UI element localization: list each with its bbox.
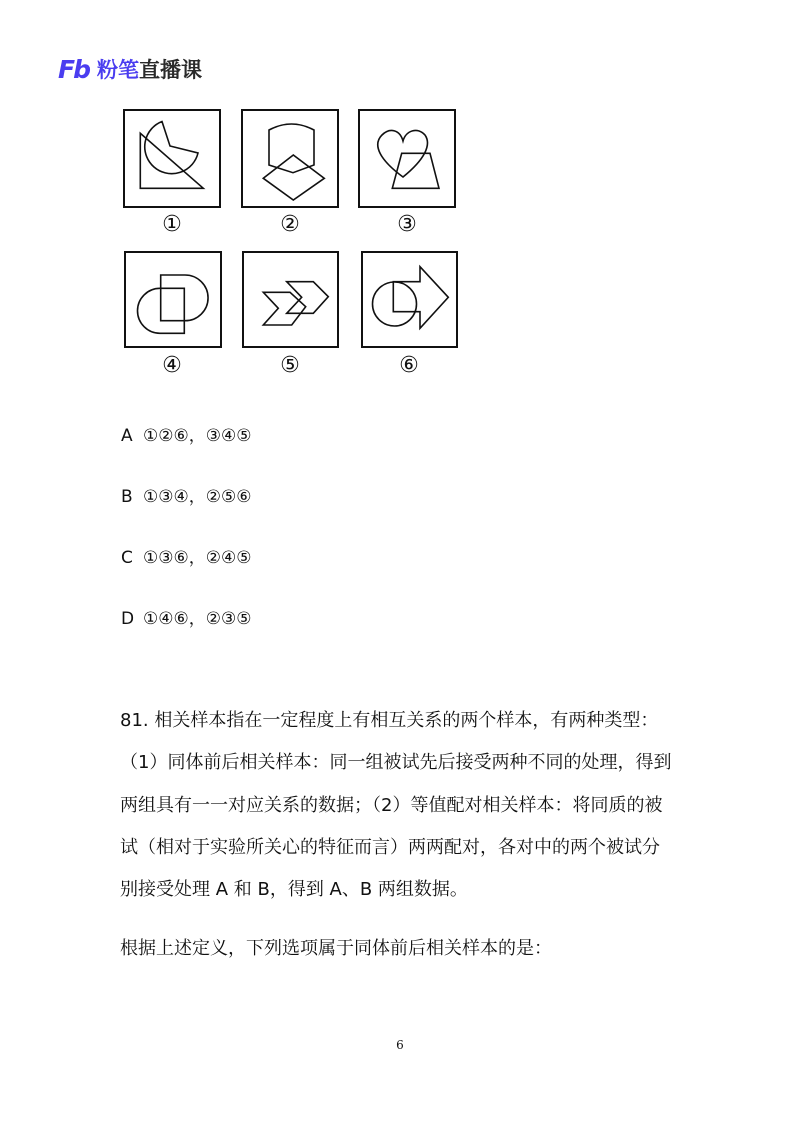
option-text: ①③④，②⑤⑥ — [143, 487, 252, 507]
page-number: 6 — [396, 1038, 404, 1052]
question-line: 别接受处理 A 和 B，得到 A、B 两组数据。 — [120, 879, 468, 900]
figure-1 — [124, 110, 220, 207]
question-line: 试（相对于实验所关心的特征而言）两两配对，各对中的两个被试分 — [120, 837, 660, 858]
figure-label-4: ④ — [162, 353, 182, 378]
option-letter: A — [121, 426, 133, 446]
logo-mark: Fb — [58, 54, 89, 84]
question-line: 两组具有一一对应关系的数据；（2）等值配对相关样本：将同质的被 — [120, 795, 663, 816]
figure-label-3: ③ — [397, 212, 417, 237]
option-c[interactable] — [121, 543, 251, 568]
figure-grid — [0, 0, 800, 400]
figure-label-5: ⑤ — [280, 353, 300, 378]
logo-brand: 粉笔 — [96, 58, 139, 82]
question-line: （1）同体前后相关样本：同一组被试先后接受两种不同的处理，得到 — [120, 752, 672, 773]
option-d[interactable] — [121, 604, 251, 629]
option-b[interactable] — [121, 482, 251, 507]
logo-product: 直播课 — [138, 58, 202, 82]
option-letter: B — [121, 487, 133, 507]
figure-6 — [362, 252, 457, 347]
option-text: ①④⑥，②③⑤ — [143, 609, 252, 629]
figure-3 — [359, 110, 455, 207]
option-a[interactable] — [121, 421, 251, 446]
figure-label-6: ⑥ — [399, 353, 419, 378]
option-text: ①③⑥，②④⑤ — [143, 548, 252, 568]
figure-2 — [242, 110, 338, 207]
option-text: ①②⑥，③④⑤ — [143, 426, 252, 446]
figure-label-1: ① — [162, 212, 182, 237]
question-line: 81. 相关样本指在一定程度上有相互关系的两个样本，有两种类型： — [120, 710, 659, 731]
question-prompt: 根据上述定义，下列选项属于同体前后相关样本的是： — [120, 938, 552, 959]
figure-label-2: ② — [280, 212, 300, 237]
figure-4 — [125, 252, 221, 347]
figure-5 — [243, 252, 338, 347]
option-letter: D — [121, 609, 135, 629]
option-letter: C — [121, 548, 133, 568]
